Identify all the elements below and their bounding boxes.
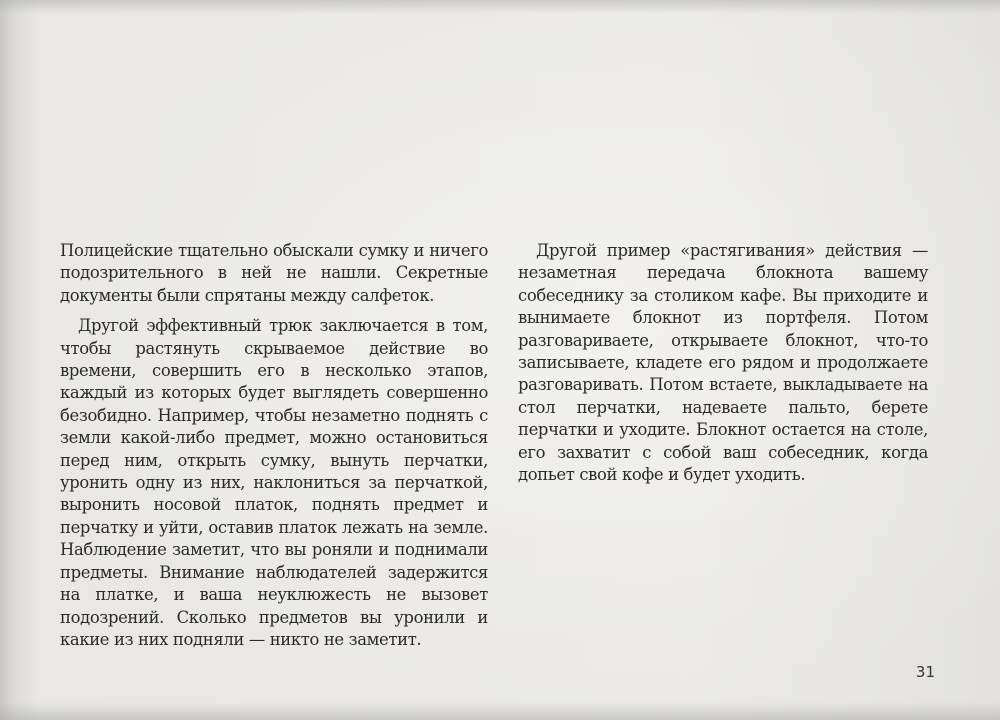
paragraph: Другой пример «растягивания» действия — незаметная передача блокнота вашему собеседнику за столиком кафе. Вы приходите и вынимаете блокнот из портфеля. Потом разговариваете, открываете блокнот, что-то записываете, кладете его рядом и продолжаете разговаривать. Потом встаете, выкладываете на стол перчатки, надеваете пальто, берете перчатки и уходите. Блокнот остается на столе, его захватит с собой ваш собеседник, когда допьет свой кофе и будет уходить. bbox=[518, 241, 928, 485]
paragraph: Полицейские тщательно обыскали сумку и ничего подозрительного в ней не нашли. Секретные документы были спрятаны между салфеток. bbox=[60, 241, 488, 305]
right-text-column bbox=[518, 240, 928, 486]
left-text-column bbox=[60, 240, 488, 651]
paragraph: Другой эффективный трюк заключается в том, чтобы растянуть скрываемое действие во времени, совершить его в несколько этапов, каждый из которых будет выглядеть совершенно безобидно. Например, чтобы незаметно поднять с земли какой-либо предмет, можно остановиться перед ним, открыть сумку, вынуть перчатки, уронить одну из них, наклониться за перчаткой, выронить носовой платок, поднять предмет и перчатку и уйти, оставив платок лежать на земле. Наблюдение заметит, что вы роняли и поднимали предметы. Внимание наблюдателей задержится на платке, и ваша неуклюжесть не вызовет подозрений. Сколько предметов вы уронили и какие из них подняли — никто не заметит. bbox=[60, 316, 488, 649]
page-number: 31 bbox=[915, 663, 935, 681]
